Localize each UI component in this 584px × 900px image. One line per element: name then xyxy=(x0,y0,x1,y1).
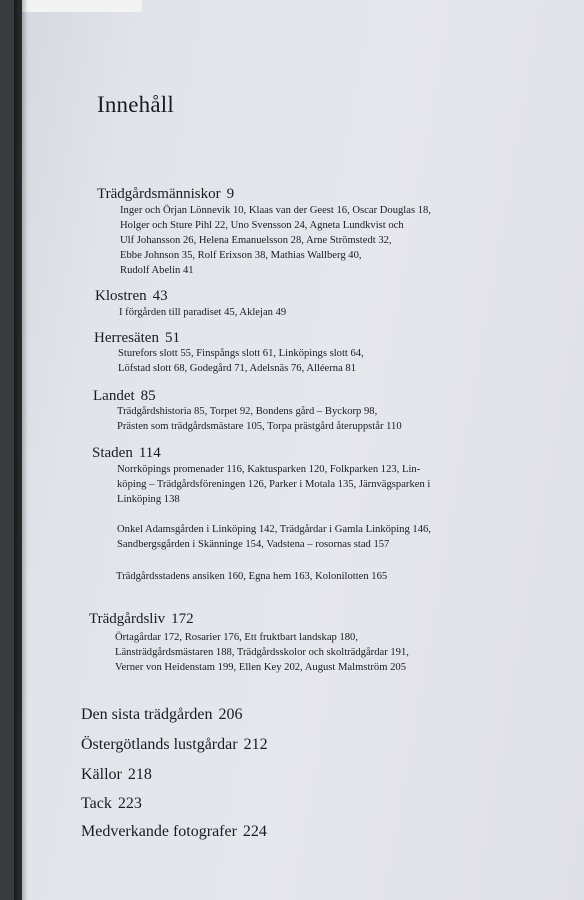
entry-line: Inger och Örjan Lönnevik 10, Klaas van der Geest 16, Oscar Douglas 18, xyxy=(120,205,431,216)
section-entries-group xyxy=(116,569,387,584)
section-landet xyxy=(93,388,156,405)
chapter-page: 224 xyxy=(242,823,267,840)
entry-line: Norrköpings promenader 116, Kaktusparken 120, Folkparken 123, Lin- xyxy=(117,464,421,475)
section-entries-group xyxy=(117,522,431,552)
section-page: 51 xyxy=(164,330,180,346)
section-entries-group xyxy=(117,462,430,507)
chapter-title: Källor xyxy=(81,766,122,783)
chapter-page: 212 xyxy=(243,736,268,753)
chapter-page: 218 xyxy=(127,766,152,783)
entry-line: Löfstad slott 68, Godegård 71, Adelsnäs 76, Alléerna 81 xyxy=(118,363,357,374)
section-tradgardsliv xyxy=(89,611,194,628)
page-title: Innehåll xyxy=(97,92,174,117)
section-page: 85 xyxy=(140,388,156,404)
entry-line: Verner von Heidenstam 199, Ellen Key 202, August Malmström 205 xyxy=(115,662,406,673)
chapter-page: 223 xyxy=(117,795,142,812)
entry-line: I förgården till paradiset 45, Aklejan 49 xyxy=(119,307,287,318)
section-page: 114 xyxy=(138,445,161,461)
entry-line: Örtagårdar 172, Rosarier 176, Ett fruktbart landskap 180, xyxy=(115,632,358,643)
entry-line: Rudolf Abelin 41 xyxy=(120,265,194,276)
chapter-tack xyxy=(81,795,142,813)
section-staden xyxy=(92,445,161,462)
section-herresaten xyxy=(94,330,180,347)
chapter-title: Medverkande fotografer xyxy=(81,823,237,840)
entry-line: Holger och Sture Pihl 22, Uno Svensson 24, Agneta Lundkvist och xyxy=(120,220,404,231)
section-entries xyxy=(120,203,431,278)
chapter-title: Den sista trädgården xyxy=(81,706,213,723)
section-title: Trädgårdsmänniskor xyxy=(97,186,221,202)
section-page: 172 xyxy=(171,611,194,627)
section-title: Staden xyxy=(92,445,133,461)
section-title: Landet xyxy=(93,388,135,404)
entry-line: Sandbergsgården i Skänninge 154, Vadstena – rosornas stad 157 xyxy=(117,539,390,550)
chapter-title: Östergötlands lustgårdar xyxy=(81,736,238,753)
entry-line: Prästen som trädgårdsmästare 105, Torpa prästgård återuppstår 110 xyxy=(117,421,402,432)
section-entries xyxy=(115,630,409,675)
entry-line: Trädgårdsstadens ansiken 160, Egna hem 163, Kolonilotten 165 xyxy=(116,571,388,582)
entry-line: Linköping 138 xyxy=(117,494,180,505)
section-entries xyxy=(118,346,364,376)
chapter-kallor xyxy=(81,766,152,784)
section-tradgardsmanniskor xyxy=(97,186,234,203)
chapter-den-sista-tradgarden xyxy=(81,706,243,724)
chapter-page: 206 xyxy=(218,706,243,723)
section-title: Klostren xyxy=(95,288,147,304)
entry-line: Trädgårdshistoria 85, Torpet 92, Bondens gård – Byckorp 98, xyxy=(117,406,378,417)
entry-line: köping – Trädgårdsföreningen 126, Parker i Motala 135, Järnvägsparken i xyxy=(117,479,431,490)
section-entries xyxy=(119,305,286,320)
chapter-ostergotlands-lustgardar xyxy=(81,736,268,754)
entry-line: Ulf Johansson 26, Helena Emanuelsson 28, Arne Strömstedt 32, xyxy=(120,235,392,246)
section-title: Herresäten xyxy=(94,330,159,346)
entry-line: Onkel Adamsgården i Linköping 142, Trädgårdar i Gamla Linköping 146, xyxy=(117,524,431,535)
entry-line: Länsträdgårdsmästaren 188, Trädgårdsskolor och skolträdgårdar 191, xyxy=(115,647,409,658)
section-title: Trädgårdsliv xyxy=(89,611,166,627)
section-page: 43 xyxy=(152,288,168,304)
entry-line: Ebbe Johnson 35, Rolf Erixson 38, Mathias Wallberg 40, xyxy=(120,250,362,261)
chapter-medverkande-fotografer xyxy=(81,823,267,841)
entry-line: Sturefors slott 55, Finspångs slott 61, Linköpings slott 64, xyxy=(118,348,364,359)
chapter-title: Tack xyxy=(81,795,112,812)
section-klostren xyxy=(95,288,168,305)
section-entries xyxy=(117,404,402,434)
section-page: 9 xyxy=(226,186,235,202)
